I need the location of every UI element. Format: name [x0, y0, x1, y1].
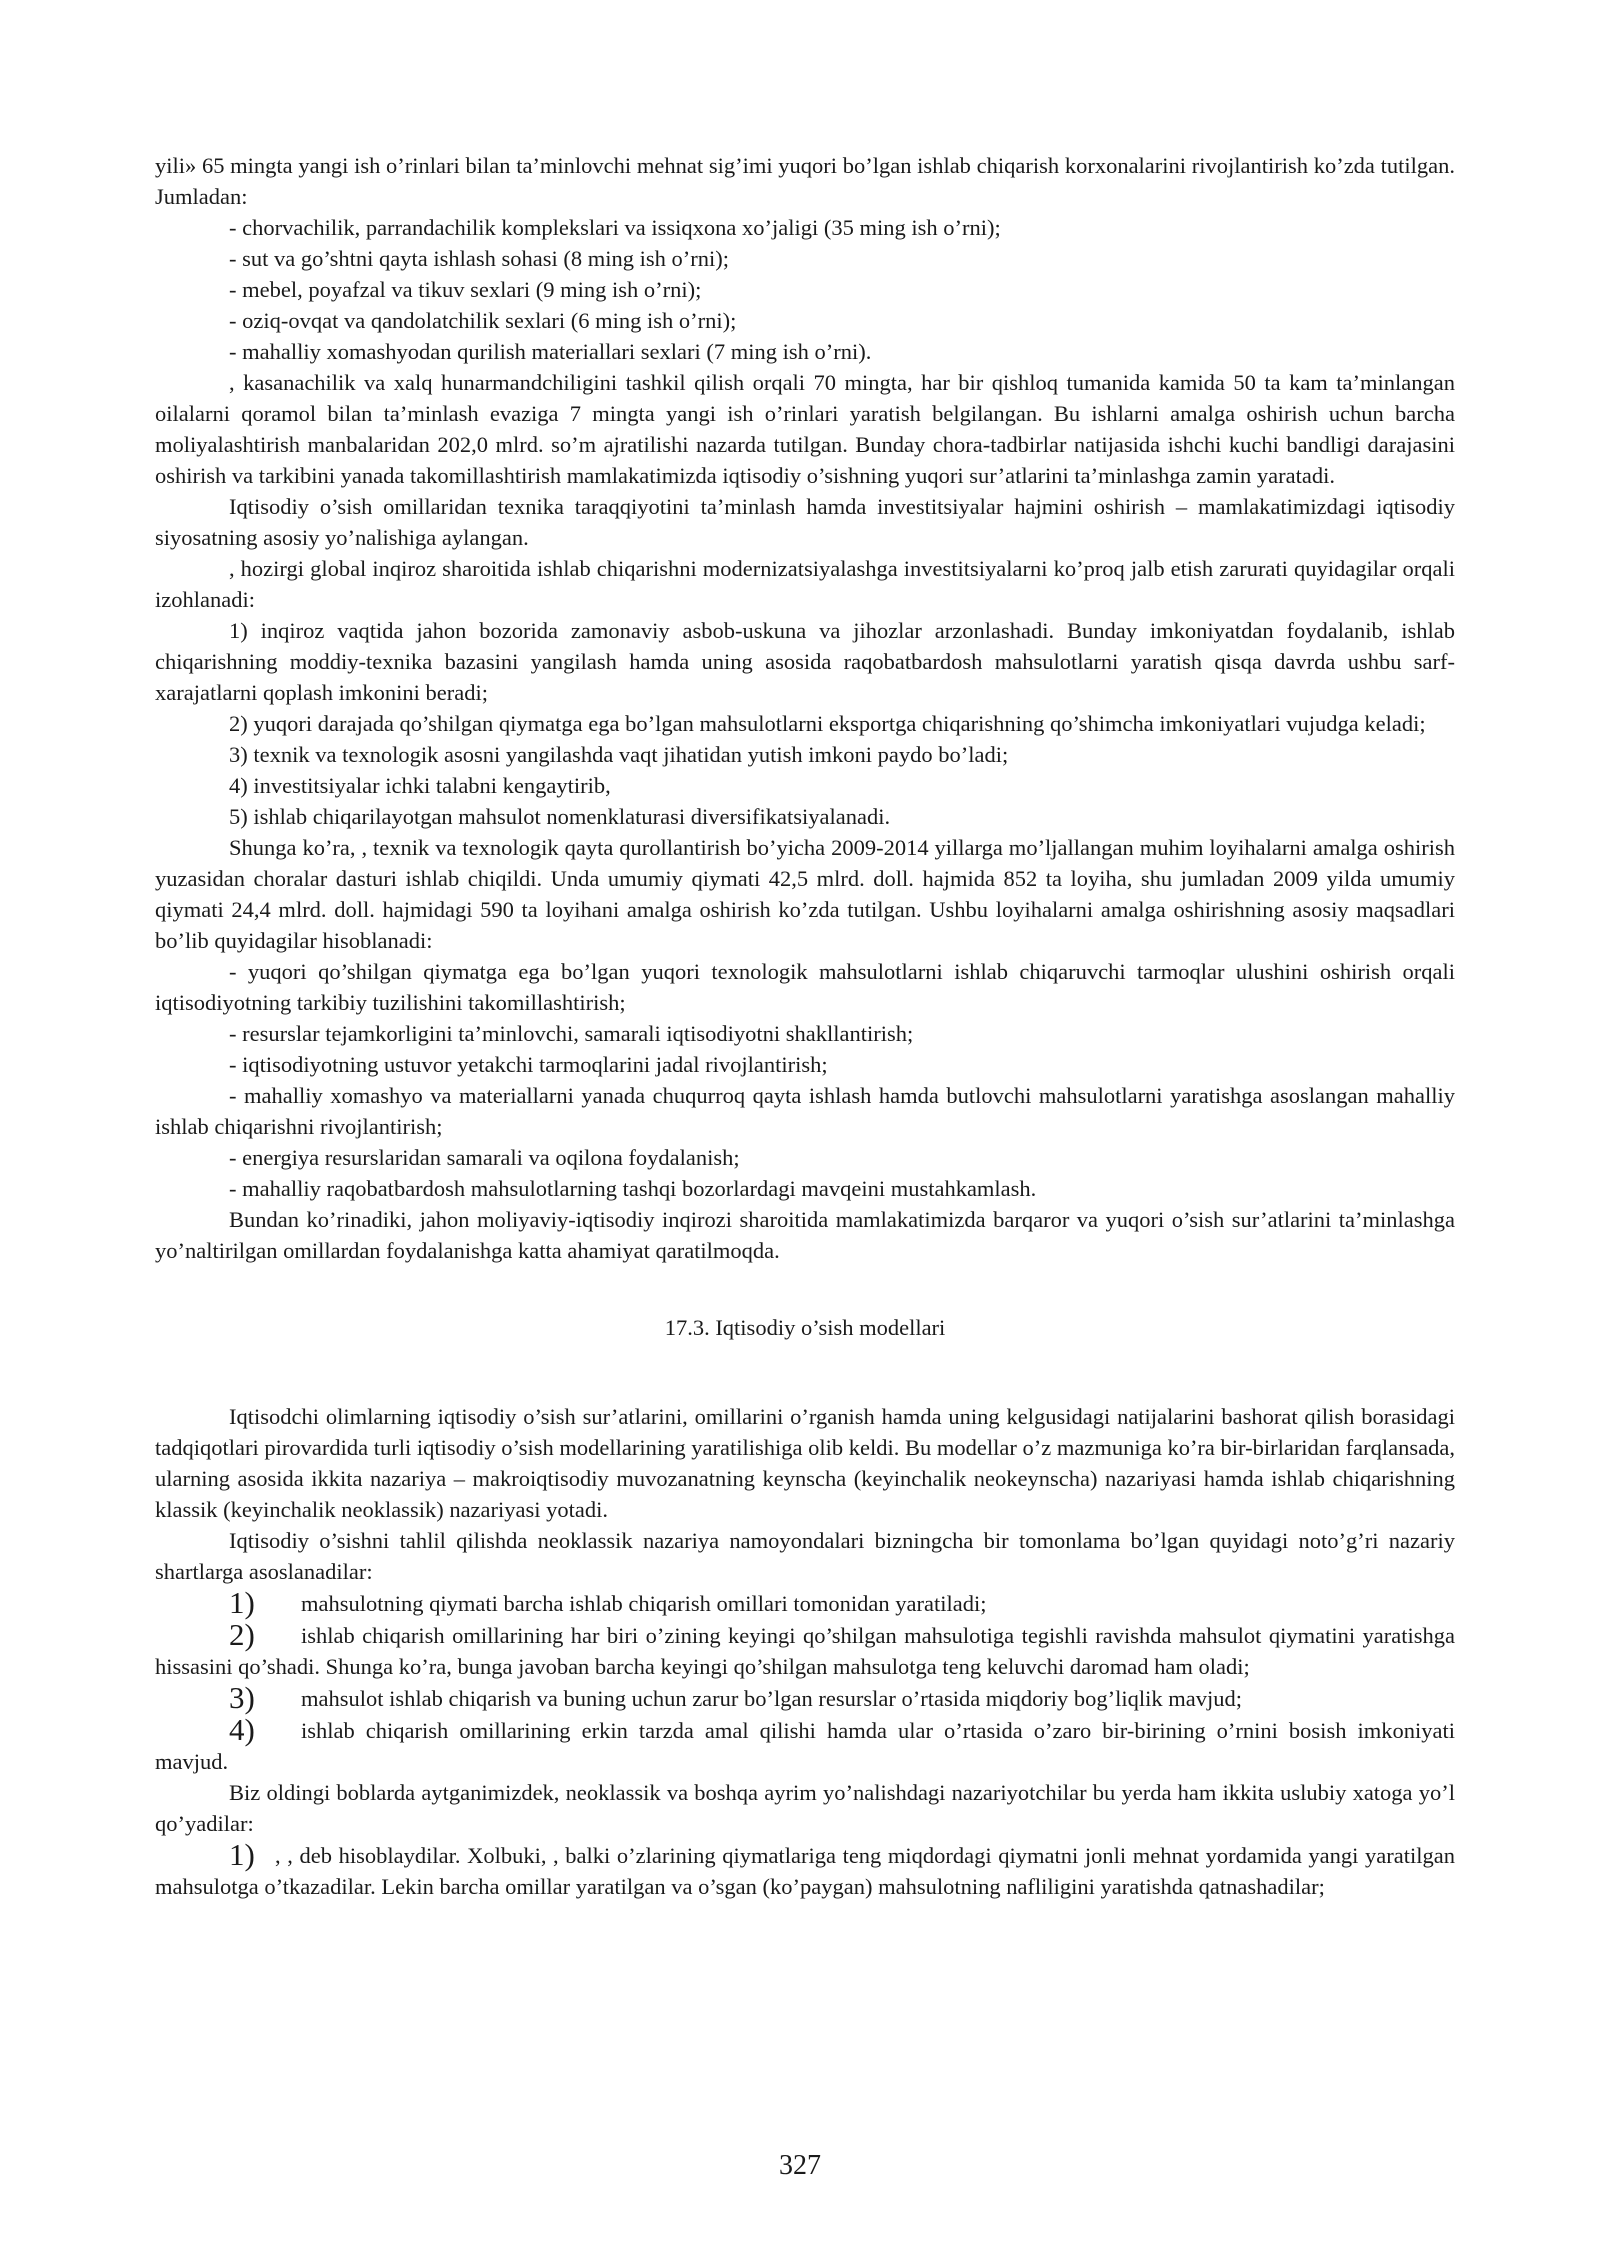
numbered-item: [155, 1619, 1455, 1682]
list-item: - mebel, poyafzal va tikuv sexlari (9 ming ish o’rni);: [229, 277, 702, 302]
numbered-item: [155, 1682, 1455, 1714]
document-page: [155, 150, 1455, 1902]
paragraph: Bundan ko’rinadiki, jahon moliyaviy-iqtisodiy inqirozi sharoitida mamlakatimizda barqaror va yuqori o’sish sur’atlarini ta’minlashga yo’naltirilgan omillardan foydalanishga katta ahamiyat qaratilmoqda.: [155, 1207, 1455, 1263]
paragraph: 4) investitsiyalar ichki talabni kengaytirib,: [229, 773, 611, 798]
paragraph: 2) yuqori darajada qo’shilgan qiymatga ega bo’lgan mahsulotlarni eksportga chiqarishning qo’shimcha imkoniyatlari vujudga keladi;: [229, 711, 1426, 736]
paragraph: Iqtisodiy o’sishni tahlil qilishda neoklassik nazariya namoyondalari bizningcha bir tomonlama bo’lgan quyidagi noto’g’ri nazariy shartlarga asoslanadilar:: [155, 1528, 1455, 1584]
numbered-item: [155, 1587, 1455, 1619]
list-item: - mahalliy raqobatbardosh mahsulotlarning tashqi bozorlardagi mavqeini mustahkamlash.: [229, 1176, 1037, 1201]
paragraph: yili» 65 mingta yangi ish o’rinlari bilan ta’minlovchi mehnat sig’imi yuqori bo’lgan ishlab chiqarish korxonalarini rivojlantirish ko’zda tutilgan. Jumladan:: [155, 153, 1455, 209]
numbered-item: [155, 1714, 1455, 1777]
paragraph: Iqtisodiy o’sish omillaridan texnika taraqqiyotini ta’minlash hamda investitsiyalar hajmini oshirish – mamlakatimizdagi iqtisodiy siyosatning asosiy yo’nalishiga aylangan.: [155, 494, 1455, 550]
list-item: - iqtisodiyotning ustuvor yetakchi tarmoqlarini jadal rivojlantirish;: [229, 1052, 828, 1077]
list-item: - mahalliy xomashyo va materiallarni yanada chuqurroq qayta ishlash hamda butlovchi mahsulotlarni yaratishga asoslangan mahalliy ishlab chiqarishni rivojlantirish;: [155, 1083, 1455, 1139]
paragraph: Iqtisodchi olimlarning iqtisodiy o’sish sur’atlarini, omillarini o’rganish hamda uning kelgusidagi natijalarini bashorat qilish borasidagi tadqiqotlari pirovardida turli iqtisodiy o’sish modellarining yaratilishiga olib keldi. Bu modellar o’z mazmuniga ko’ra bir-birlaridan farqlansada, ularning asosida ikkita nazariya – makroiqtisodiy muvozanatning keynscha (keyinchalik neokeynscha) nazariyasi hamda ishlab chiqarishning klassik (keyinchalik neoklassik) nazariyasi yotadi.: [155, 1404, 1455, 1522]
item-text: , , deb hisoblaydilar. Xolbuki, , balki o’zlarining qiymatlariga teng miqdordagi qiymatni jonli mehnat yordamida yangi yaratilgan mahsulotga o’tkazadilar. Lekin barcha omillar yaratilgan va o’sgan (ko’paygan) mahsulotning nafliligini yaratishda qatnashadilar;: [155, 1843, 1455, 1899]
section-heading: 17.3. Iqtisodiy o’sish modellari: [664, 1315, 946, 1340]
paragraph: Biz oldingi boblarda aytganimizdek, neoklassik va boshqa ayrim yo’nalishdagi nazariyotchilar bu yerda ham ikkita uslubiy xatoga yo’l qo’yadilar:: [155, 1780, 1455, 1836]
list-item: - yuqori qo’shilgan qiymatga ega bo’lgan yuqori texnologik mahsulotlarni ishlab chiqaruvchi tarmoqlar ulushini oshirish orqali iqtisodiyotning tarkibiy tuzilishini takomillashtirish;: [155, 959, 1455, 1015]
list-item: - chorvachilik, parrandachilik komplekslari va issiqxona xo’jaligi (35 ming ish o’rni);: [229, 215, 1001, 240]
paragraph: 1) inqiroz vaqtida jahon bozorida zamonaviy asbob-uskuna va jihozlar arzonlashadi. Bunday imkoniyatdan foydalanib, ishlab chiqarishning moddiy-texnika bazasini yangilash hamda uning asosida raqobatbardosh mahsulotlarni yaratish qisqa davrda ushbu sarf-xarajatlarni qoplash imkonini beradi;: [155, 618, 1455, 705]
list-item: - resurslar tejamkorligini ta’minlovchi, samarali iqtisodiyotni shakllantirish;: [229, 1021, 914, 1046]
item-number: 4): [229, 1712, 255, 1747]
paragraph: Shunga ko’ra, , texnik va texnologik qayta qurollantirish bo’yicha 2009-2014 yillarga mo’ljallangan muhim loyihalarni amalga oshirish yuzasidan choralar dasturi ishlab chiqildi. Unda umumiy qiymati 42,5 mlrd. doll. hajmida 852 ta loyiha, shu jumladan 2009 yilda umumiy qiymati 24,4 mlrd. doll. hajmidagi 590 ta loyihani amalga oshirish ko’zda tutilgan. Ushbu loyihalarni amalga oshirishning asosiy maqsadlari bo’lib quyidagilar hisoblanadi:: [155, 835, 1455, 953]
list-item: - energiya resurslaridan samarali va oqilona foydalanish;: [229, 1145, 740, 1170]
numbered-item: [155, 1839, 1455, 1902]
page-number: 327: [779, 2150, 821, 2181]
item-number: 3): [229, 1680, 255, 1715]
item-number: 1): [229, 1837, 255, 1872]
item-number: 2): [229, 1617, 255, 1652]
item-text: mahsulot ishlab chiqarish va buning uchun zarur bo’lgan resurslar o’rtasida miqdoriy bog’liqlik mavjud;: [301, 1686, 1243, 1711]
paragraph: 5) ishlab chiqarilayotgan mahsulot nomenklaturasi diversifikatsiyalanadi.: [229, 804, 891, 829]
list-item: - sut va go’shtni qayta ishlash sohasi (8 ming ish o’rni);: [229, 246, 729, 271]
item-text: ishlab chiqarish omillarining har biri o’zining keyingi qo’shilgan mahsulotiga tegishli ravishda mahsulot qiymatini yaratishga hissasini qo’shadi. Shunga ko’ra, bunga javoban barcha keyingi qo’shilgan mahsulotga teng keluvchi daromad ham oladi;: [155, 1623, 1455, 1679]
item-text: ishlab chiqarish omillarining erkin tarzda amal qilishi hamda ular o’rtasida o’zaro bir-birining o’rnini bosish imkoniyati mavjud.: [155, 1718, 1455, 1774]
item-text: mahsulotning qiymati barcha ishlab chiqarish omillari tomonidan yaratiladi;: [301, 1591, 987, 1616]
item-number: 1): [229, 1585, 255, 1620]
list-item: - oziq-ovqat va qandolatchilik sexlari (6 ming ish o’rni);: [229, 308, 737, 333]
paragraph: 3) texnik va texnologik asosni yangilashda vaqt jihatidan yutish imkoni paydo bo’ladi;: [229, 742, 1009, 767]
paragraph: , kasanachilik va xalq hunarmandchiligini tashkil qilish orqali 70 mingta, har bir qishloq tumanida kamida 50 ta kam ta’minlangan oilalarni qoramol bilan ta’minlash evaziga 7 mingta yangi ish o’rinlari yaratish belgilangan. Bu ishlarni amalga oshirish uchun barcha moliyalashtirish manbalaridan 202,0 mlrd. so’m ajratilishi nazarda tutilgan. Bunday chora-tadbirlar natijasida ishchi kuchi bandligi darajasini oshirish va tarkibini yanada takomillashtirish mamlakatimizda iqtisodiy o’sishning yuqori sur’atlarini ta’minlashga zamin yaratadi.: [155, 370, 1455, 488]
list-item: - mahalliy xomashyodan qurilish materiallari sexlari (7 ming ish o’rni).: [229, 339, 872, 364]
paragraph: , hozirgi global inqiroz sharoitida ishlab chiqarishni modernizatsiyalashga investitsiyalarni ko’proq jalb etish zarurati quyidagilar orqali izohlanadi:: [155, 556, 1455, 612]
